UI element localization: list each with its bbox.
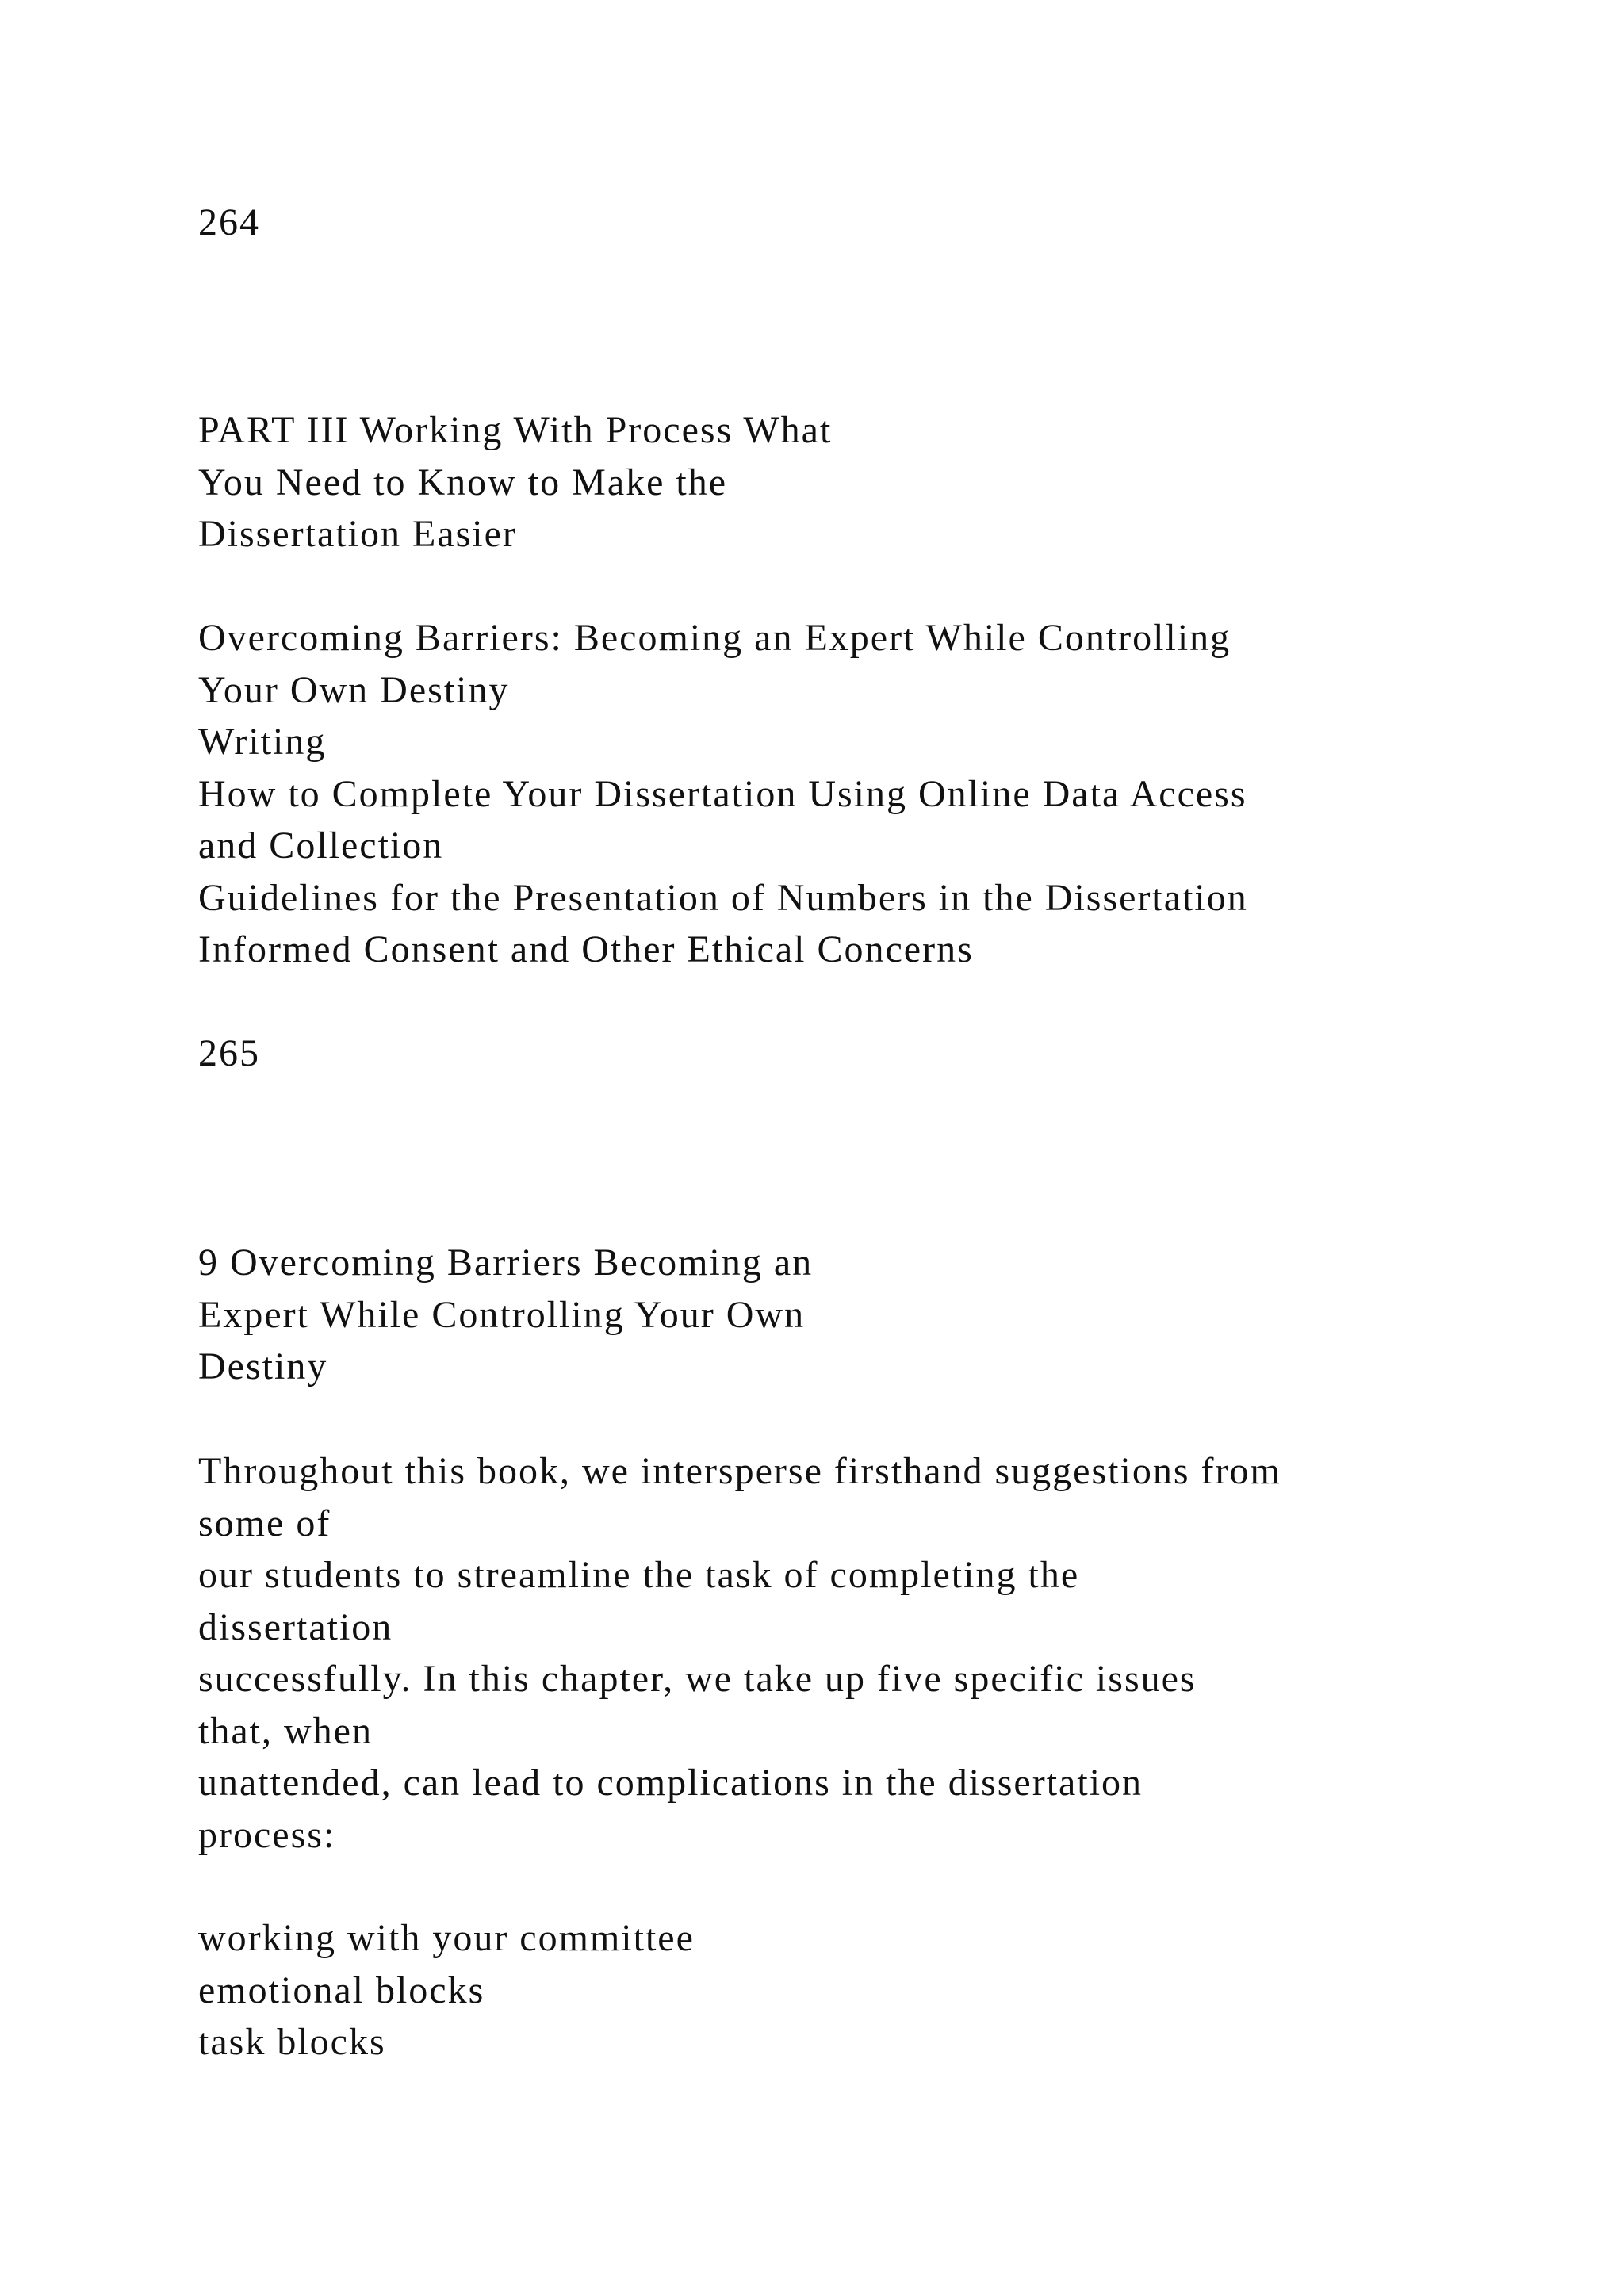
chapter-heading-line: 9 Overcoming Barriers Becoming an xyxy=(198,1242,814,1284)
part-heading xyxy=(198,404,1507,561)
chapter-heading-line: Destiny xyxy=(198,1345,328,1387)
paragraph-line: some of xyxy=(198,1502,331,1544)
contents-line: Your Own Destiny xyxy=(198,668,510,711)
issues-list xyxy=(198,1912,1507,2068)
paragraph-line: dissertation xyxy=(198,1605,393,1648)
part-heading-line: PART III Working With Process What xyxy=(198,409,833,451)
page-number: 264 xyxy=(198,201,260,243)
list-item: working with your committee xyxy=(198,1917,695,1959)
contents-line: Informed Consent and Other Ethical Concerns xyxy=(198,928,974,970)
body-paragraph xyxy=(198,1445,1507,1861)
paragraph-line: that, when xyxy=(198,1709,373,1752)
contents-line: and Collection xyxy=(198,825,444,867)
contents-line: Writing xyxy=(198,721,327,763)
list-item: emotional blocks xyxy=(198,1969,485,2011)
contents-line: Guidelines for the Presentation of Numbers in the Dissertation xyxy=(198,876,1248,919)
part-heading-line: You Need to Know to Make the xyxy=(198,461,728,503)
contents-line: How to Complete Your Dissertation Using Online Data Access xyxy=(198,772,1247,815)
paragraph-line: successfully. In this chapter, we take up five specific issues xyxy=(198,1658,1197,1700)
paragraph-line: Throughout this book, we intersperse firsthand suggestions from xyxy=(198,1450,1281,1492)
paragraph-line: unattended, can lead to complications in the dissertation xyxy=(198,1762,1143,1804)
page-number-265 xyxy=(198,1027,1507,1080)
contents-line: Overcoming Barriers: Becoming an Expert While Controlling xyxy=(198,617,1231,659)
page-number: 265 xyxy=(198,1032,260,1074)
list-item: task blocks xyxy=(198,2021,386,2063)
paragraph-line: process: xyxy=(198,1813,336,1856)
part-contents-list xyxy=(198,612,1507,976)
page-number-264 xyxy=(198,197,1507,249)
chapter-heading-line: Expert While Controlling Your Own xyxy=(198,1293,806,1336)
paragraph-line: our students to streamline the task of completing the xyxy=(198,1554,1080,1596)
chapter-heading xyxy=(198,1237,1507,1393)
part-heading-line: Dissertation Easier xyxy=(198,513,517,555)
